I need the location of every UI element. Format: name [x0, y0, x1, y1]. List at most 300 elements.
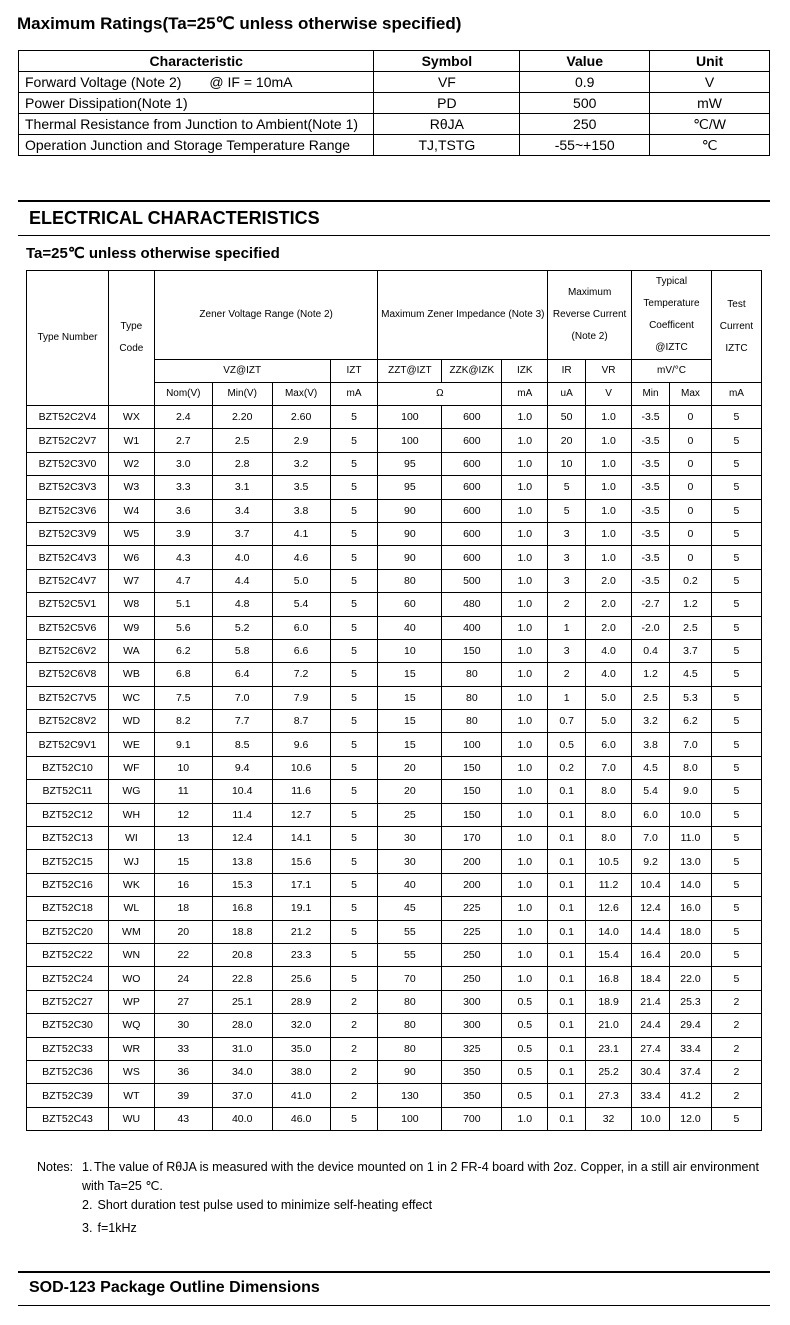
cell-vz-min: 11.4 [212, 803, 272, 826]
cell-ir: 0.1 [548, 990, 586, 1013]
cell-vz-nom: 24 [154, 967, 212, 990]
cell-vz-max: 41.0 [272, 1084, 330, 1107]
cell-vz-max: 11.6 [272, 780, 330, 803]
cell-izk: 1.0 [502, 406, 548, 429]
cell-vr: 2.0 [586, 569, 632, 592]
cell-tc-max: 14.0 [669, 873, 711, 896]
note-number: 3. [82, 1221, 93, 1235]
cell-type-code: WU [108, 1107, 154, 1130]
cell-zzt: 100 [378, 429, 442, 452]
cell-izt: 2 [330, 1037, 378, 1060]
cell-type-code: W8 [108, 593, 154, 616]
cell-izt: 5 [330, 499, 378, 522]
cell-izk: 1.0 [502, 569, 548, 592]
cell-zzk: 600 [442, 546, 502, 569]
cell-tc-max: 29.4 [669, 1014, 711, 1037]
head-zzt: ZZT@IZT [378, 360, 442, 383]
cell-type-number: BZT52C2V7 [27, 429, 109, 452]
cell-izt: 5 [330, 429, 378, 452]
head-izt: IZT [330, 360, 378, 383]
cell-izt: 5 [330, 780, 378, 803]
cell-test-current: 5 [711, 943, 761, 966]
cell-tc-min: 3.2 [632, 710, 670, 733]
cell-test-current: 2 [711, 1084, 761, 1107]
cell-vz-max: 5.4 [272, 593, 330, 616]
cell-tc-max: 11.0 [669, 827, 711, 850]
cell-vz-max: 19.1 [272, 897, 330, 920]
cell-zzt: 20 [378, 780, 442, 803]
cell-tc-max: 0.2 [669, 569, 711, 592]
cell-vr: 23.1 [586, 1037, 632, 1060]
cell-izt: 2 [330, 1084, 378, 1107]
cell-vr: 10.5 [586, 850, 632, 873]
cell-vz-min: 4.4 [212, 569, 272, 592]
cell-vz-max: 4.1 [272, 522, 330, 545]
cell-vz-min: 34.0 [212, 1060, 272, 1083]
cell-vz-max: 23.3 [272, 943, 330, 966]
cell-vz-min: 31.0 [212, 1037, 272, 1060]
cell-tc-max: 1.2 [669, 593, 711, 616]
cell-tc-min: 6.0 [632, 803, 670, 826]
cell-test-current: 5 [711, 756, 761, 779]
cell-type-code: WL [108, 897, 154, 920]
table-row [27, 522, 762, 545]
max-ratings-value: 250 [520, 114, 650, 135]
cell-zzk: 300 [442, 1014, 502, 1037]
head-nom: Nom(V) [154, 383, 212, 406]
cell-vz-max: 35.0 [272, 1037, 330, 1060]
cell-vr: 1.0 [586, 476, 632, 499]
cell-type-code: WX [108, 406, 154, 429]
cell-test-current: 5 [711, 897, 761, 920]
cell-type-number: BZT52C3V9 [27, 522, 109, 545]
cell-vz-max: 9.6 [272, 733, 330, 756]
table-row [27, 1084, 762, 1107]
cell-type-code: WT [108, 1084, 154, 1107]
cell-vz-min: 4.8 [212, 593, 272, 616]
cell-type-code: WI [108, 827, 154, 850]
cell-vr: 5.0 [586, 710, 632, 733]
cell-zzt: 15 [378, 710, 442, 733]
cell-vr: 32 [586, 1107, 632, 1130]
cell-vr: 4.0 [586, 663, 632, 686]
cell-zzt: 40 [378, 616, 442, 639]
cell-vz-min: 7.7 [212, 710, 272, 733]
cell-vz-min: 8.5 [212, 733, 272, 756]
header-symbol: Symbol [374, 51, 520, 72]
table-row [27, 1014, 762, 1037]
cell-type-number: BZT52C39 [27, 1084, 109, 1107]
cell-izt: 5 [330, 476, 378, 499]
cell-type-number: BZT52C30 [27, 1014, 109, 1037]
cell-ir: 0.1 [548, 1107, 586, 1130]
cell-vz-nom: 27 [154, 990, 212, 1013]
cell-tc-min: -2.7 [632, 593, 670, 616]
cell-ir: 10 [548, 452, 586, 475]
cell-vz-max: 28.9 [272, 990, 330, 1013]
cell-type-number: BZT52C4V3 [27, 546, 109, 569]
cell-type-code: WS [108, 1060, 154, 1083]
cell-vz-nom: 2.7 [154, 429, 212, 452]
cell-type-code: WN [108, 943, 154, 966]
note-2 [37, 1196, 777, 1215]
cell-tc-min: 27.4 [632, 1037, 670, 1060]
cell-vz-nom: 8.2 [154, 710, 212, 733]
cell-type-number: BZT52C27 [27, 990, 109, 1013]
cell-vr: 21.0 [586, 1014, 632, 1037]
cell-zzt: 80 [378, 1014, 442, 1037]
cell-zzt: 45 [378, 897, 442, 920]
cell-test-current: 5 [711, 593, 761, 616]
cell-ir: 0.1 [548, 1060, 586, 1083]
table-row [27, 1037, 762, 1060]
table-row [27, 452, 762, 475]
cell-vz-max: 10.6 [272, 756, 330, 779]
cell-tc-max: 22.0 [669, 967, 711, 990]
cell-test-current: 5 [711, 920, 761, 943]
cell-vz-min: 12.4 [212, 827, 272, 850]
cell-izt: 5 [330, 663, 378, 686]
cell-vr: 1.0 [586, 499, 632, 522]
cell-vz-min: 22.8 [212, 967, 272, 990]
cell-vz-max: 2.9 [272, 429, 330, 452]
cell-tc-max: 33.4 [669, 1037, 711, 1060]
cell-izk: 1.0 [502, 803, 548, 826]
table-row [27, 710, 762, 733]
cell-izt: 5 [330, 569, 378, 592]
cell-tc-min: 3.8 [632, 733, 670, 756]
cell-vz-min: 2.8 [212, 452, 272, 475]
cell-vz-min: 6.4 [212, 663, 272, 686]
cell-type-code: WR [108, 1037, 154, 1060]
max-ratings-characteristic [19, 72, 374, 93]
table-row [27, 616, 762, 639]
cell-type-code: WH [108, 803, 154, 826]
max-ratings-value: -55~+150 [520, 135, 650, 156]
cell-vz-nom: 4.3 [154, 546, 212, 569]
test-condition: @ IF = 10mA [209, 74, 293, 90]
cell-tc-min: -3.5 [632, 406, 670, 429]
cell-zzk: 150 [442, 639, 502, 662]
cell-vz-min: 3.7 [212, 522, 272, 545]
cell-type-number: BZT52C5V1 [27, 593, 109, 616]
cell-tc-max: 18.0 [669, 920, 711, 943]
table-row [27, 569, 762, 592]
cell-type-number: BZT52C43 [27, 1107, 109, 1130]
cell-izt: 5 [330, 1107, 378, 1130]
cell-vz-max: 38.0 [272, 1060, 330, 1083]
cell-ir: 0.1 [548, 920, 586, 943]
cell-izt: 5 [330, 943, 378, 966]
max-ratings-value: 500 [520, 93, 650, 114]
cell-izt: 5 [330, 616, 378, 639]
cell-tc-min: -3.5 [632, 522, 670, 545]
note-text: f=1kHz [97, 1221, 137, 1235]
cell-type-number: BZT52C13 [27, 827, 109, 850]
max-ratings-symbol: VF [374, 72, 520, 93]
cell-test-current: 2 [711, 1037, 761, 1060]
electrical-table [26, 270, 762, 1131]
max-ratings-unit: ℃/W [650, 114, 770, 135]
cell-vr: 6.0 [586, 733, 632, 756]
cell-test-current: 5 [711, 686, 761, 709]
cell-ir: 2 [548, 663, 586, 686]
package-divider-top [18, 1271, 770, 1273]
note-text: Short duration test pulse used to minimize self-heating effect [97, 1198, 433, 1212]
cell-test-current: 5 [711, 476, 761, 499]
cell-izt: 5 [330, 803, 378, 826]
cell-test-current: 5 [711, 733, 761, 756]
head-zzk: ZZK@IZK [442, 360, 502, 383]
cell-test-current: 5 [711, 873, 761, 896]
table-row [27, 1107, 762, 1130]
head-unit-v: V [586, 383, 632, 406]
cell-test-current: 5 [711, 639, 761, 662]
cell-tc-min: 12.4 [632, 897, 670, 920]
cell-test-current: 5 [711, 803, 761, 826]
table-row [27, 499, 762, 522]
max-ratings-unit: mW [650, 93, 770, 114]
characteristic-text: Power Dissipation(Note 1) [25, 95, 188, 111]
head-min-v: Min(V) [212, 383, 272, 406]
cell-izt: 5 [330, 406, 378, 429]
cell-type-number: BZT52C2V4 [27, 406, 109, 429]
note-1 [37, 1158, 777, 1196]
cell-tc-max: 10.0 [669, 803, 711, 826]
cell-zzk: 500 [442, 569, 502, 592]
cell-zzk: 600 [442, 499, 502, 522]
characteristic-text: Forward Voltage (Note 2) [25, 74, 182, 90]
cell-zzt: 25 [378, 803, 442, 826]
cell-vz-nom: 4.7 [154, 569, 212, 592]
cell-test-current: 2 [711, 990, 761, 1013]
cell-zzk: 250 [442, 943, 502, 966]
cell-ir: 0.5 [548, 733, 586, 756]
max-ratings-characteristic [19, 135, 374, 156]
cell-vz-max: 12.7 [272, 803, 330, 826]
cell-type-code: W3 [108, 476, 154, 499]
cell-zzk: 200 [442, 850, 502, 873]
section-divider-top [18, 200, 770, 202]
cell-izt: 5 [330, 452, 378, 475]
cell-vz-nom: 3.0 [154, 452, 212, 475]
table-row [27, 476, 762, 499]
cell-izk: 1.0 [502, 850, 548, 873]
table-row [27, 733, 762, 756]
cell-tc-max: 0 [669, 499, 711, 522]
cell-zzt: 55 [378, 920, 442, 943]
cell-vz-max: 3.2 [272, 452, 330, 475]
cell-izk: 1.0 [502, 920, 548, 943]
cell-tc-min: -3.5 [632, 569, 670, 592]
cell-izt: 5 [330, 686, 378, 709]
cell-izt: 5 [330, 897, 378, 920]
cell-ir: 0.1 [548, 1037, 586, 1060]
cell-zzt: 20 [378, 756, 442, 779]
cell-izk: 1.0 [502, 686, 548, 709]
cell-izk: 1.0 [502, 733, 548, 756]
cell-vz-nom: 16 [154, 873, 212, 896]
cell-zzk: 600 [442, 406, 502, 429]
cell-izt: 2 [330, 1014, 378, 1037]
cell-vz-min: 9.4 [212, 756, 272, 779]
cell-izk: 1.0 [502, 429, 548, 452]
cell-ir: 0.1 [548, 873, 586, 896]
cell-zzt: 95 [378, 452, 442, 475]
cell-type-code: WD [108, 710, 154, 733]
cell-tc-min: 18.4 [632, 967, 670, 990]
cell-vz-nom: 3.3 [154, 476, 212, 499]
cell-zzk: 600 [442, 522, 502, 545]
cell-zzk: 80 [442, 686, 502, 709]
cell-vr: 1.0 [586, 452, 632, 475]
cell-type-code: WJ [108, 850, 154, 873]
cell-zzt: 15 [378, 663, 442, 686]
max-ratings-value: 0.9 [520, 72, 650, 93]
cell-vr: 4.0 [586, 639, 632, 662]
cell-zzt: 100 [378, 406, 442, 429]
cell-zzk: 300 [442, 990, 502, 1013]
cell-type-number: BZT52C24 [27, 967, 109, 990]
cell-type-number: BZT52C3V6 [27, 499, 109, 522]
cell-tc-max: 6.2 [669, 710, 711, 733]
cell-tc-max: 20.0 [669, 943, 711, 966]
cell-type-number: BZT52C11 [27, 780, 109, 803]
cell-izt: 5 [330, 522, 378, 545]
cell-vr: 7.0 [586, 756, 632, 779]
cell-izt: 5 [330, 920, 378, 943]
cell-zzt: 30 [378, 850, 442, 873]
cell-zzk: 150 [442, 756, 502, 779]
cell-vr: 2.0 [586, 616, 632, 639]
cell-type-number: BZT52C5V6 [27, 616, 109, 639]
head-vr: VR [586, 360, 632, 383]
cell-izt: 2 [330, 1060, 378, 1083]
max-ratings-characteristic [19, 114, 374, 135]
table-row [27, 756, 762, 779]
cell-type-code: W5 [108, 522, 154, 545]
table-row [27, 546, 762, 569]
cell-vz-nom: 6.8 [154, 663, 212, 686]
max-ratings-row [19, 93, 770, 114]
cell-tc-max: 37.4 [669, 1060, 711, 1083]
header-characteristic: Characteristic [19, 51, 374, 72]
cell-vr: 14.0 [586, 920, 632, 943]
cell-tc-min: -3.5 [632, 546, 670, 569]
table-row [27, 897, 762, 920]
cell-vr: 8.0 [586, 803, 632, 826]
cell-zzk: 170 [442, 827, 502, 850]
cell-vz-nom: 33 [154, 1037, 212, 1060]
cell-ir: 0.1 [548, 850, 586, 873]
cell-test-current: 5 [711, 710, 761, 733]
cell-zzk: 600 [442, 452, 502, 475]
cell-izk: 1.0 [502, 780, 548, 803]
cell-izk: 1.0 [502, 639, 548, 662]
head-unit-ua: uA [548, 383, 586, 406]
note-number: 1. [82, 1160, 93, 1174]
cell-vz-max: 2.60 [272, 406, 330, 429]
cell-izt: 5 [330, 593, 378, 616]
head-tc-max: Max [669, 383, 711, 406]
table-row [27, 920, 762, 943]
cell-tc-max: 0 [669, 522, 711, 545]
cell-tc-min: 1.2 [632, 663, 670, 686]
cell-type-code: W1 [108, 429, 154, 452]
cell-zzt: 60 [378, 593, 442, 616]
cell-vz-min: 16.8 [212, 897, 272, 920]
cell-izk: 1.0 [502, 756, 548, 779]
cell-izk: 1.0 [502, 593, 548, 616]
notes-block [37, 1158, 777, 1238]
cell-tc-min: 14.4 [632, 920, 670, 943]
max-ratings-unit: V [650, 72, 770, 93]
cell-vz-max: 6.6 [272, 639, 330, 662]
cell-zzk: 400 [442, 616, 502, 639]
cell-zzt: 80 [378, 1037, 442, 1060]
table-row [27, 990, 762, 1013]
cell-vr: 12.6 [586, 897, 632, 920]
cell-vr: 1.0 [586, 406, 632, 429]
cell-vz-min: 4.0 [212, 546, 272, 569]
cell-izt: 2 [330, 990, 378, 1013]
cell-test-current: 2 [711, 1014, 761, 1037]
cell-izk: 1.0 [502, 476, 548, 499]
cell-vz-nom: 9.1 [154, 733, 212, 756]
cell-type-code: WM [108, 920, 154, 943]
cell-tc-min: 10.0 [632, 1107, 670, 1130]
cell-vz-min: 2.5 [212, 429, 272, 452]
max-ratings-table [18, 50, 770, 156]
cell-zzt: 55 [378, 943, 442, 966]
cell-type-code: WC [108, 686, 154, 709]
cell-tc-min: 10.4 [632, 873, 670, 896]
cell-vz-nom: 12 [154, 803, 212, 826]
cell-vz-max: 32.0 [272, 1014, 330, 1037]
cell-tc-max: 9.0 [669, 780, 711, 803]
cell-zzk: 225 [442, 920, 502, 943]
cell-vz-max: 4.6 [272, 546, 330, 569]
cell-vz-max: 15.6 [272, 850, 330, 873]
cell-vz-max: 3.8 [272, 499, 330, 522]
cell-test-current: 5 [711, 780, 761, 803]
cell-test-current: 5 [711, 569, 761, 592]
cell-vz-max: 5.0 [272, 569, 330, 592]
cell-vr: 15.4 [586, 943, 632, 966]
cell-vr: 1.0 [586, 546, 632, 569]
cell-tc-max: 0 [669, 476, 711, 499]
cell-zzt: 80 [378, 990, 442, 1013]
cell-vz-nom: 18 [154, 897, 212, 920]
cell-vz-min: 5.8 [212, 639, 272, 662]
cell-ir: 0.7 [548, 710, 586, 733]
max-ratings-row [19, 72, 770, 93]
cell-type-code: WE [108, 733, 154, 756]
cell-test-current: 5 [711, 616, 761, 639]
cell-zzk: 100 [442, 733, 502, 756]
cell-test-current: 5 [711, 1107, 761, 1130]
cell-ir: 0.1 [548, 827, 586, 850]
header-unit: Unit [650, 51, 770, 72]
cell-tc-min: 16.4 [632, 943, 670, 966]
cell-ir: 20 [548, 429, 586, 452]
cell-vz-min: 10.4 [212, 780, 272, 803]
max-ratings-title: Maximum Ratings(Ta=25℃ unless otherwise specified) [17, 14, 462, 33]
cell-vz-nom: 10 [154, 756, 212, 779]
head-tc-min: Min [632, 383, 670, 406]
cell-type-number: BZT52C7V5 [27, 686, 109, 709]
cell-izk: 1.0 [502, 943, 548, 966]
